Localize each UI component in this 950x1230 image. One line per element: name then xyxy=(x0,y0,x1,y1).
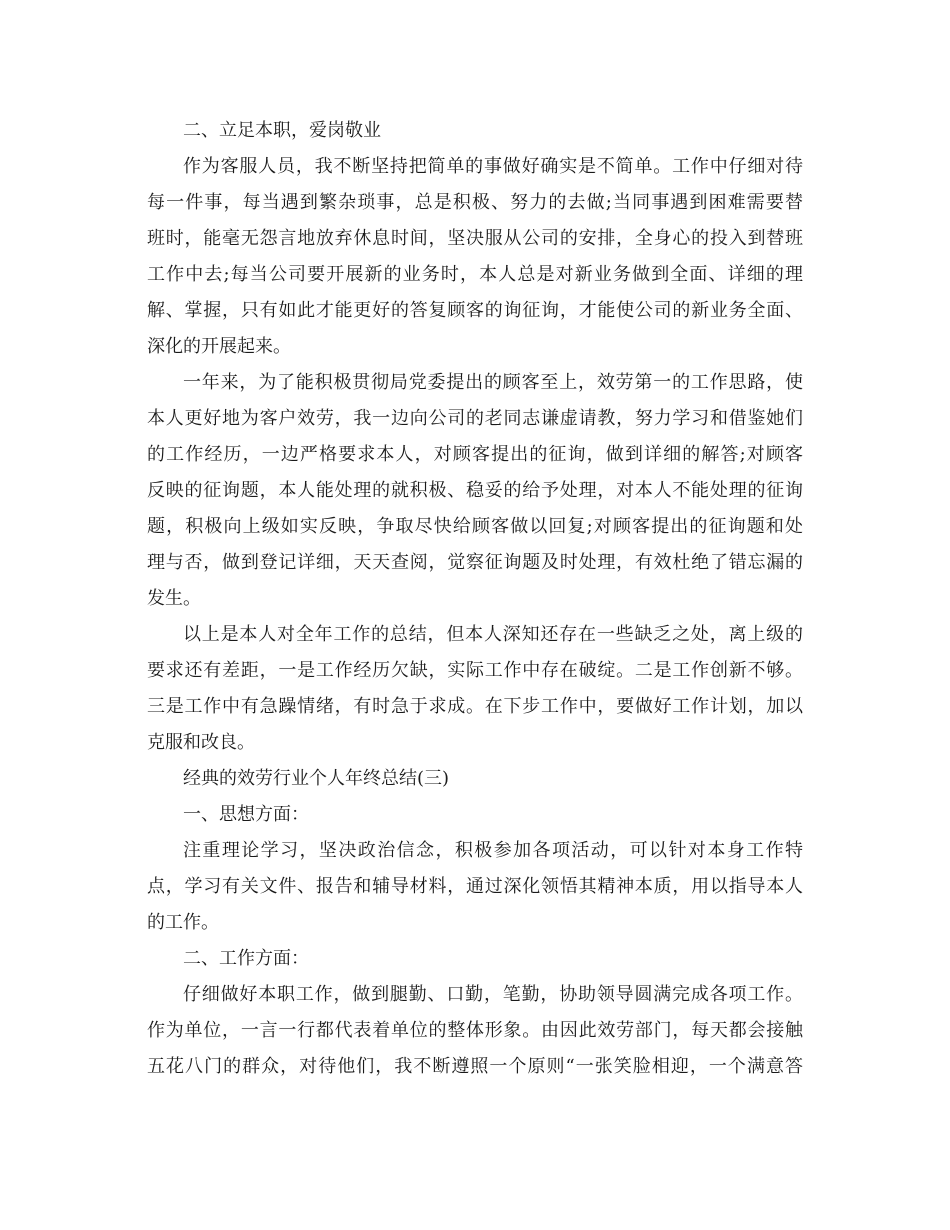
paragraph-line: 反映的征询题，本人能处理的就积极、稳妥的给予处理，对本人不能处理的征询 xyxy=(147,480,803,501)
paragraph-line: 班时，能毫无怨言地放弃休息时间，坚决服从公司的安排，全身心的投入到替班 xyxy=(147,228,803,249)
section-heading: 一、思想方面： xyxy=(183,804,309,825)
section-heading: 二、工作方面： xyxy=(183,948,309,969)
paragraph-line: 五花八门的群众，对待他们，我不断遵照一个原则“一张笑脸相迎，一个满意答 xyxy=(147,1056,803,1077)
paragraph-line: 本人更好地为客户效劳，我一边向公司的老同志谦虚请教，努力学习和借鉴她们 xyxy=(147,408,803,429)
paragraph-line: 发生。 xyxy=(147,588,201,609)
paragraph-line: 仔细做好本职工作，做到腿勤、口勤，笔勤，协助领导圆满完成各项工作。 xyxy=(183,984,803,1005)
paragraph-line: 三是工作中有急躁情绪，有时急于求成。在下步工作中，要做好工作计划，加以 xyxy=(147,696,803,717)
section-title: 经典的效劳行业个人年终总结(三) xyxy=(183,768,450,789)
paragraph-line: 作为客服人员，我不断坚持把简单的事做好确实是不简单。工作中仔细对待 xyxy=(183,156,803,177)
paragraph-line: 理与否，做到登记详细，天天查阅，觉察征询题及时处理，有效杜绝了错忘漏的 xyxy=(147,552,803,573)
paragraph-line: 工作中去;每当公司要开展新的业务时，本人总是对新业务做到全面、详细的理 xyxy=(147,264,803,285)
paragraph-line: 以上是本人对全年工作的总结，但本人深知还存在一些缺乏之处，离上级的 xyxy=(183,624,803,645)
paragraph-line: 一年来，为了能积极贯彻局党委提出的顾客至上，效劳第一的工作思路，使 xyxy=(183,372,803,393)
paragraph-line: 点，学习有关文件、报告和辅导材料，通过深化领悟其精神本质，用以指导本人 xyxy=(147,876,803,897)
paragraph-line: 深化的开展起来。 xyxy=(147,336,291,357)
paragraph-line: 的工作经历，一边严格要求本人，对顾客提出的征询，做到详细的解答;对顾客 xyxy=(147,444,803,465)
paragraph-line: 每一件事，每当遇到繁杂琐事，总是积极、努力的去做;当同事遇到困难需要替 xyxy=(147,192,803,213)
paragraph-line: 的工作。 xyxy=(147,912,219,933)
paragraph-line: 作为单位，一言一行都代表着单位的整体形象。由因此效劳部门，每天都会接触 xyxy=(147,1020,803,1041)
paragraph-line: 要求还有差距，一是工作经历欠缺，实际工作中存在破绽。二是工作创新不够。 xyxy=(147,660,803,681)
paragraph-line: 题，积极向上级如实反映，争取尽快给顾客做以回复;对顾客提出的征询题和处 xyxy=(147,516,803,537)
section-heading: 二、立足本职，爱岗敬业 xyxy=(183,120,381,141)
document-body xyxy=(147,113,803,1085)
paragraph-line: 注重理论学习，坚决政治信念，积极参加各项活动，可以针对本身工作特 xyxy=(183,840,803,861)
paragraph-line: 解、掌握，只有如此才能更好的答复顾客的询征询，才能使公司的新业务全面、 xyxy=(147,300,803,321)
paragraph-line: 克服和改良。 xyxy=(147,732,255,753)
